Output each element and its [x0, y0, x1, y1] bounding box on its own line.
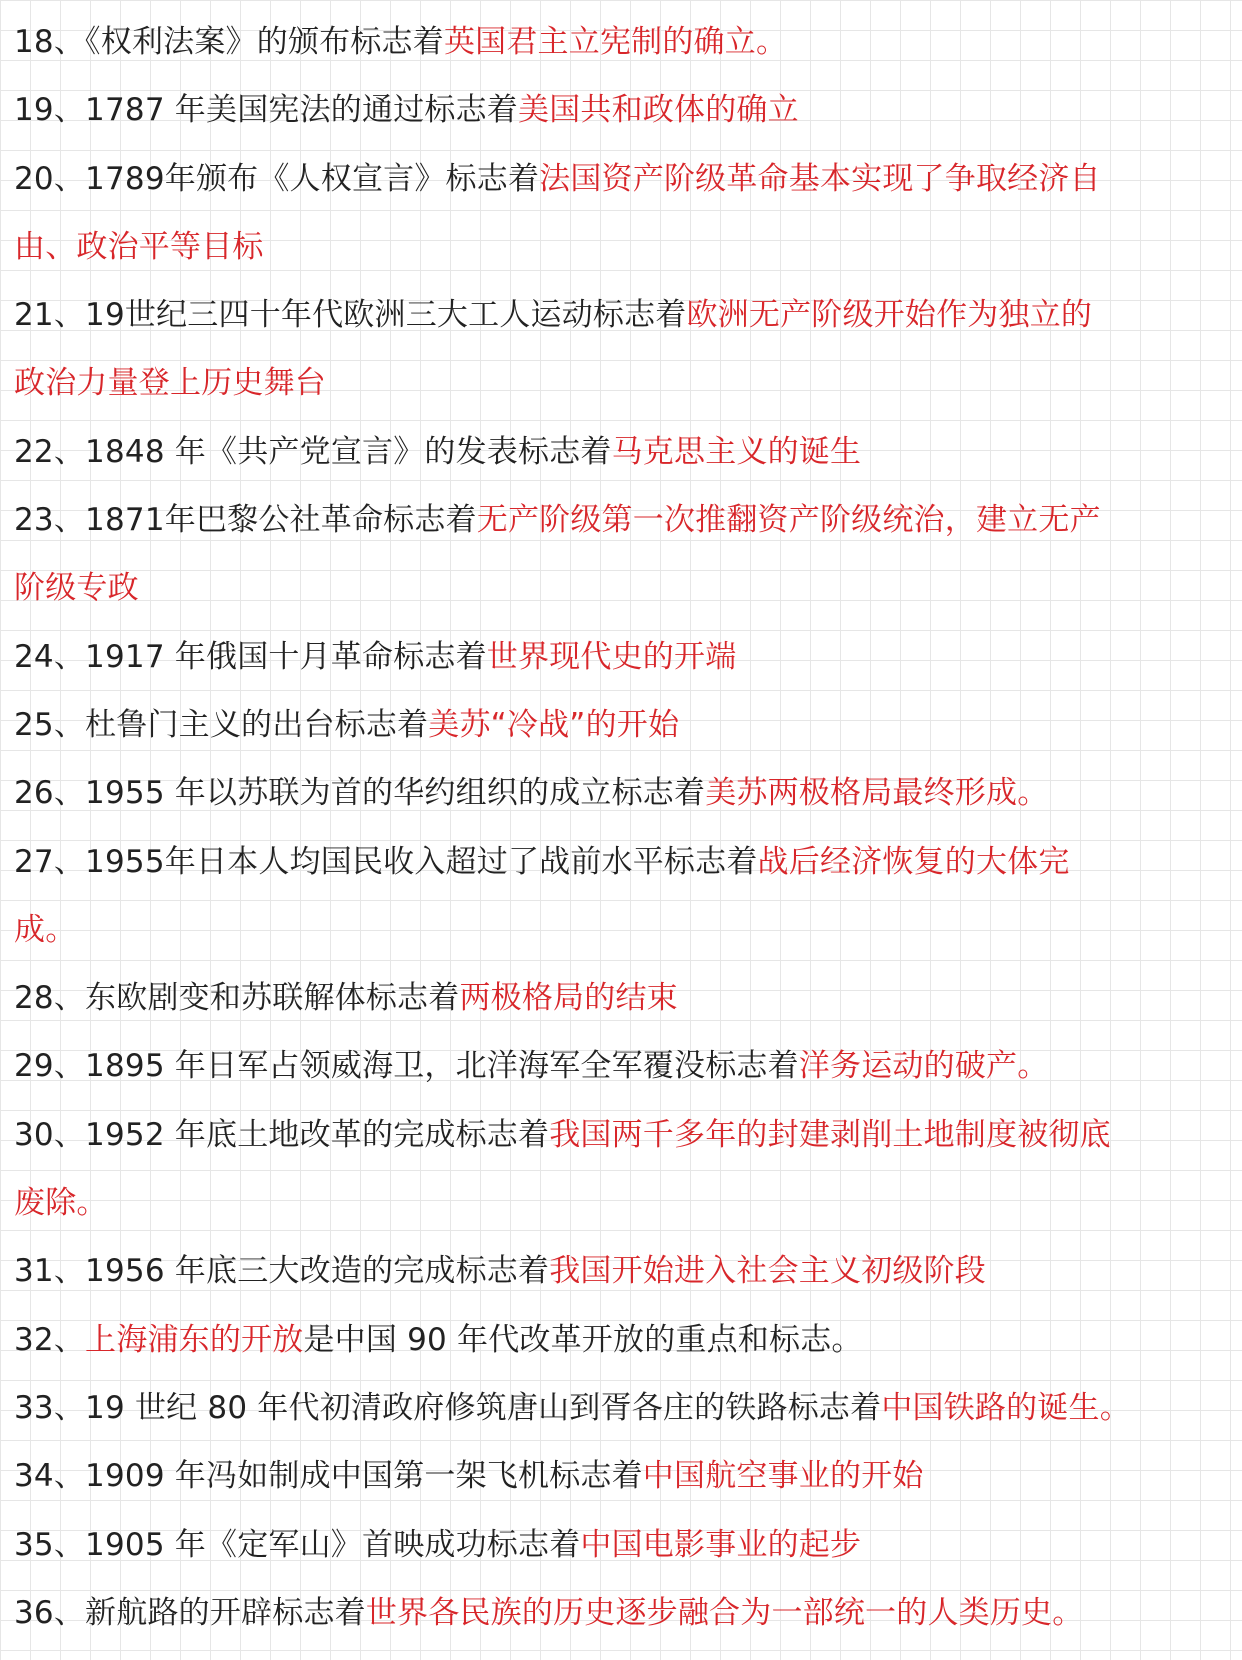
highlighted-text: 法国资产阶级革命基本实现了争取经济自	[539, 160, 1101, 197]
line-text: 36、新航路的开辟标志着	[14, 1594, 366, 1631]
highlighted-text: 欧洲无产阶级开始作为独立的	[686, 297, 1093, 334]
line-text: 28、东欧剧变和苏联解体标志着	[14, 980, 460, 1017]
text-line	[14, 1169, 1224, 1237]
highlighted-text: 战后经济恢复的大体完	[757, 843, 1070, 880]
line-text: 22、1848 年《共产党宣言》的发表标志着	[14, 433, 612, 470]
text-line	[14, 1442, 1224, 1510]
highlighted-text: 世界各民族的历史逐步融合为一部统一的人类历史。	[365, 1594, 1084, 1631]
text-line	[14, 554, 1224, 622]
highlighted-text: 马克思主义的诞生	[611, 433, 862, 470]
text-line	[14, 1032, 1224, 1100]
highlighted-text: 两极格局的结束	[459, 980, 678, 1017]
highlighted-text: 中国铁路的诞生。	[881, 1389, 1131, 1426]
line-text: 32、	[14, 1321, 86, 1358]
line-text: 31、1956 年底三大改造的完成标志着	[14, 1253, 550, 1290]
line-text: 23、1871年巴黎公社革命标志着	[14, 502, 477, 539]
text-line	[14, 418, 1224, 486]
line-text: 30、1952 年底土地改革的完成标志着	[14, 1116, 550, 1153]
line-text: 33、19 世纪 80 年代初清政府修筑唐山到胥各庄的铁路标志着	[14, 1389, 882, 1426]
highlighted-text: 美苏“冷战”的开始	[428, 706, 680, 743]
text-line	[14, 896, 1224, 964]
line-text: 19、1787 年美国宪法的通过标志着	[14, 92, 518, 129]
highlighted-text: 洋务运动的破产。	[798, 1048, 1049, 1085]
highlighted-text: 中国电影事业的起步	[580, 1526, 862, 1563]
highlighted-text: 无产阶级第一次推翻资产阶级统治，建立无产	[476, 502, 1101, 539]
text-line	[14, 213, 1224, 281]
text-line	[14, 486, 1224, 554]
text-line	[14, 281, 1224, 349]
text-line	[14, 8, 1224, 76]
text-line	[14, 1237, 1224, 1305]
highlighted-text: 废除。	[14, 1185, 108, 1222]
line-text: 35、1905 年《定军山》首映成功标志着	[14, 1526, 581, 1563]
highlighted-text: 由、政治平等目标	[14, 228, 264, 265]
highlighted-text: 成。	[14, 911, 77, 948]
line-text: 24、1917 年俄国十月革命标志着	[14, 638, 487, 675]
highlighted-text: 阶级专政	[14, 570, 139, 607]
highlighted-text: 政治力量登上历史舞台	[14, 365, 326, 402]
highlighted-text: 我国两千多年的封建剥削土地制度被彻底	[549, 1116, 1111, 1153]
text-line	[14, 76, 1224, 144]
text-line	[14, 759, 1224, 827]
line-text: 27、1955年日本人均国民收入超过了战前水平标志着	[14, 843, 758, 880]
text-line	[14, 691, 1224, 759]
text-line	[14, 1579, 1224, 1647]
line-text: 20、1789年颁布《人权宣言》标志着	[14, 160, 540, 197]
text-line	[14, 964, 1224, 1032]
line-text-after: 是中国 90 年代改革开放的重点和标志。	[303, 1321, 863, 1358]
text-line	[14, 828, 1224, 896]
line-text: 25、杜鲁门主义的出台标志着	[14, 706, 429, 743]
text-line	[14, 1306, 1224, 1374]
highlighted-text: 英国君主立宪制的确立。	[443, 24, 788, 60]
line-text: 34、1909 年冯如制成中国第一架飞机标志着	[14, 1458, 643, 1495]
line-text: 26、1955 年以苏联为首的华约组织的成立标志着	[14, 775, 706, 812]
text-line	[14, 623, 1224, 691]
line-text: 29、1895 年日军占领威海卫，北洋海军全军覆没标志着	[14, 1048, 799, 1085]
highlighted-text: 我国开始进入社会主义初级阶段	[549, 1253, 987, 1290]
line-text: 18、《权利法案》的颁布标志着	[14, 24, 444, 60]
text-line	[14, 1101, 1224, 1169]
highlighted-text: 世界现代史的开端	[486, 638, 737, 675]
text-line	[14, 1511, 1224, 1579]
text-line	[14, 145, 1224, 213]
text-line	[14, 1374, 1224, 1442]
highlighted-text: 美苏两极格局最终形成。	[705, 775, 1049, 812]
highlighted-text: 上海浦东的开放	[85, 1321, 304, 1358]
text-line	[14, 349, 1224, 417]
highlighted-text: 中国航空事业的开始	[642, 1458, 924, 1495]
line-text: 21、19世纪三四十年代欧洲三大工人运动标志着	[14, 297, 687, 334]
highlighted-text: 美国共和政体的确立	[518, 92, 799, 129]
